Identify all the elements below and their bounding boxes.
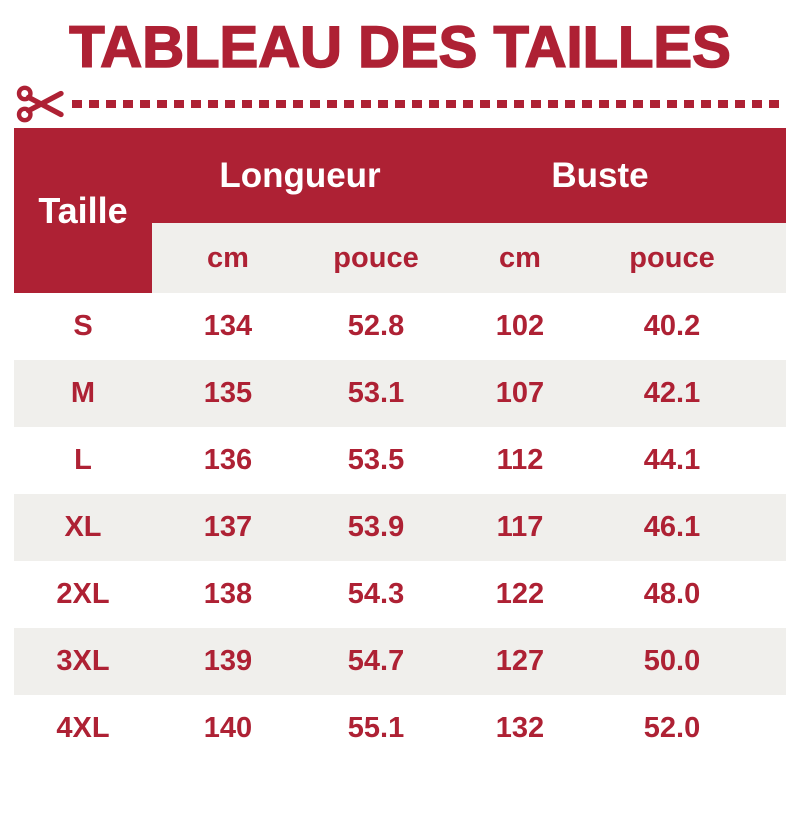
value-cell: 44.1 <box>643 444 701 476</box>
size-cell: 3XL <box>56 645 110 677</box>
value-cell: 53.9 <box>347 511 405 543</box>
cut-line <box>16 82 786 126</box>
subheader-longueur-pouce: pouce <box>304 223 448 293</box>
table-row-4xl <box>14 695 786 762</box>
value-cell: 54.3 <box>347 578 405 610</box>
col-group-longueur: Longueur <box>152 128 448 223</box>
size-table <box>14 128 786 762</box>
table-row-s <box>14 293 786 360</box>
value-cell: 139 <box>203 645 253 677</box>
table-row-xl <box>14 494 786 561</box>
value-cell: 138 <box>203 578 253 610</box>
value-cell: 112 <box>496 444 544 476</box>
table-row-m <box>14 360 786 427</box>
size-cell: 4XL <box>56 712 110 744</box>
value-cell: 140 <box>203 712 253 744</box>
table-header-row <box>14 128 786 223</box>
subheader-buste-cm: cm <box>448 223 592 293</box>
table-row-l <box>14 427 786 494</box>
value-cell: 102 <box>495 310 545 342</box>
size-cell: 2XL <box>56 578 110 610</box>
value-cell: 127 <box>495 645 545 677</box>
value-cell: 53.1 <box>347 377 405 409</box>
value-cell: 137 <box>203 511 253 543</box>
col-header-taille: Taille <box>14 128 152 293</box>
value-cell: 53.5 <box>347 444 405 476</box>
scissors-icon <box>16 83 64 125</box>
subheader-longueur-cm: cm <box>152 223 304 293</box>
value-cell: 40.2 <box>643 310 701 342</box>
value-cell: 135 <box>203 377 253 409</box>
table-row-2xl <box>14 561 786 628</box>
value-cell: 46.1 <box>643 511 701 543</box>
value-cell: 52.8 <box>347 310 405 342</box>
value-cell: 48.0 <box>643 578 701 610</box>
value-cell: 122 <box>495 578 545 610</box>
value-cell: 132 <box>495 712 545 744</box>
value-cell: 50.0 <box>643 645 701 677</box>
value-cell: 117 <box>496 511 544 543</box>
value-cell: 55.1 <box>347 712 405 744</box>
value-cell: 42.1 <box>643 377 701 409</box>
value-cell: 136 <box>203 444 253 476</box>
subheader-buste-pouce: pouce <box>592 223 786 293</box>
page-title: TABLEAU DES TAILLES <box>69 15 731 80</box>
table-row-3xl <box>14 628 786 695</box>
size-cell: S <box>73 310 93 342</box>
value-cell: 52.0 <box>643 712 701 744</box>
value-cell: 107 <box>495 377 545 409</box>
size-cell: XL <box>64 511 102 543</box>
size-cell: M <box>70 377 96 409</box>
value-cell: 134 <box>203 310 253 342</box>
size-cell: L <box>74 444 92 476</box>
dashed-cut-line <box>72 100 786 108</box>
value-cell: 54.7 <box>347 645 405 677</box>
col-group-buste: Buste <box>448 128 786 223</box>
